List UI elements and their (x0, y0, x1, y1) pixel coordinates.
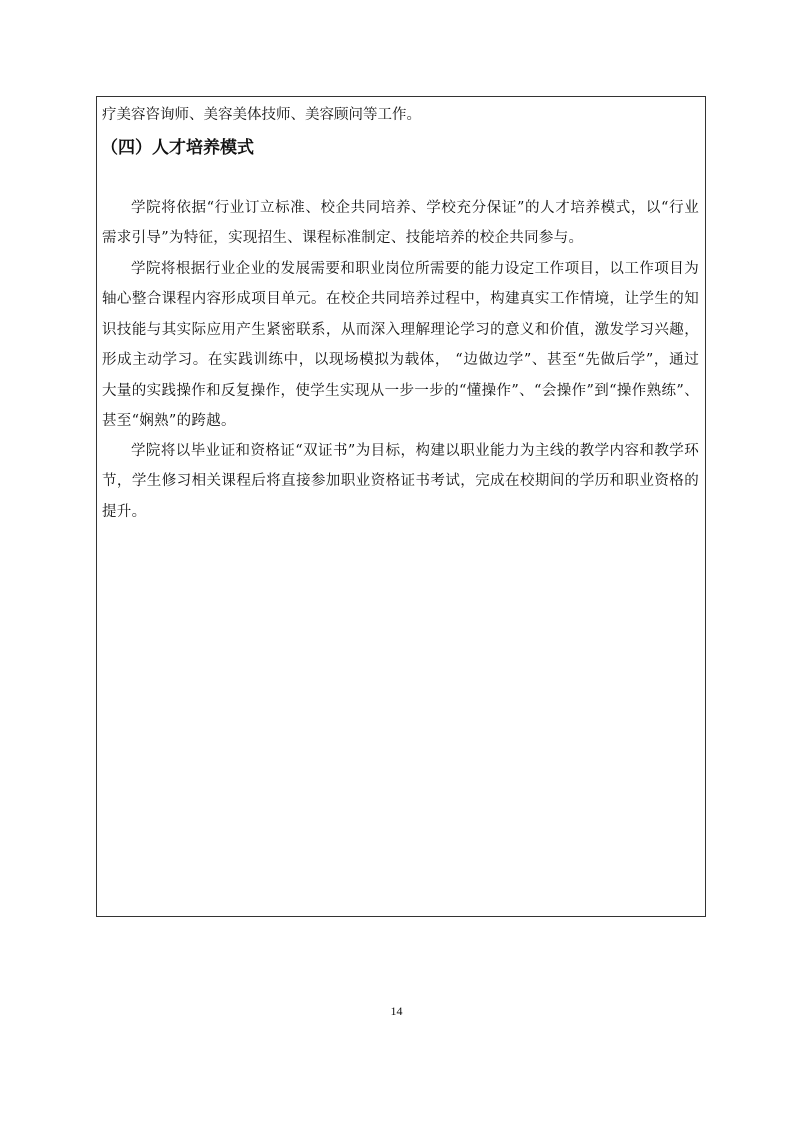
section-heading: （四）人才培养模式 (101, 138, 254, 158)
paragraph-training-model: 学院将依据“行业订立标准、校企共同培养、学校充分保证”的人才培养模式，以“行业需求引导”为特征，实现招生、课程标准制定、技能培养的校企共同参与。 (102, 200, 699, 247)
paragraph-work-projects: 学院将根据行业企业的发展需要和职业岗位所需要的能力设定工作项目，以工作项目为轴心整合课程内容形成项目单元。在校企共同培养过程中，构建真实工作情境，让学生的知识技能与其实际应用产生紧密联系，从而深入理解理论学习的意义和价值，激发学习兴趣，形成主动学习。在实践训练中，以现场模拟为载体， “边做边学”、甚至“先做后学”，通过大量的实践操作和反复操作，使学生实现从一步一步的“懂操作”、“会操作”到“操作熟练”、甚至“娴熟”的跨越。 (102, 261, 699, 430)
page-number: 14 (390, 1004, 403, 1018)
continued-text-line: 疗美容咨询师、美容美体技师、美容顾问等工作。 (102, 107, 421, 123)
paragraph-dual-certificates: 学院将以毕业证和资格证“双证书”为目标，构建以职业能力为主线的教学内容和教学环节，学生修习相关课程后将直接参加职业资格证书考试，完成在校期间的学历和职业资格的提升。 (102, 443, 699, 520)
content-table-cell (96, 96, 706, 917)
